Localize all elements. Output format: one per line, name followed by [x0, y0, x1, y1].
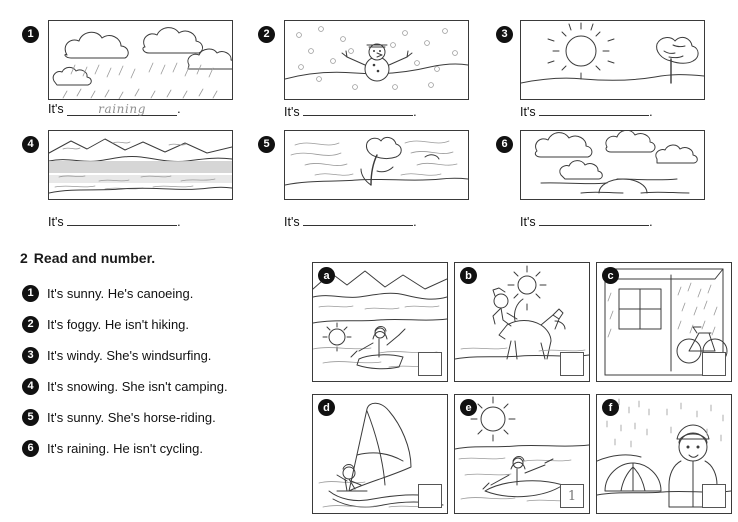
- answer-box-a[interactable]: [418, 352, 442, 376]
- list-item: [22, 278, 312, 309]
- sentence-number-badge: 1: [22, 285, 39, 302]
- answer-prefix-4: It's: [48, 215, 64, 229]
- picture-canoe-lake: [312, 262, 448, 382]
- answer-value-3[interactable]: [539, 102, 649, 116]
- answer-value-5[interactable]: [303, 212, 413, 226]
- answer-box-d[interactable]: [418, 484, 442, 508]
- picture-letter-badge: b: [460, 267, 477, 284]
- picture-rain-clouds: [48, 20, 233, 100]
- item-number-badge: 6: [496, 136, 513, 153]
- answer-box-f[interactable]: [702, 484, 726, 508]
- answer-value-2[interactable]: [303, 102, 413, 116]
- answer-prefix-3: It's: [520, 105, 536, 119]
- sentence-text: It's sunny. He's canoeing.: [47, 286, 194, 301]
- picture-rain-bicycle-shed: [596, 262, 732, 382]
- exercise-2-instruction: Read and number.: [33, 250, 156, 266]
- sentence-number-badge: 3: [22, 347, 39, 364]
- list-item: [22, 309, 312, 340]
- answer-box-b[interactable]: [560, 352, 584, 376]
- sentence-number-badge: 2: [22, 316, 39, 333]
- picture-windy-tree: [284, 130, 469, 200]
- picture-cloudy-sun: [520, 130, 705, 200]
- answer-value-6[interactable]: [539, 212, 649, 226]
- answer-line-2: It's .: [284, 102, 417, 119]
- picture-sun-windy-tree: [520, 20, 705, 100]
- answer-line-3: It's .: [520, 102, 653, 119]
- picture-kayak-sun: [454, 394, 590, 514]
- sentence-number-badge: 5: [22, 409, 39, 426]
- picture-letter-badge: e: [460, 399, 477, 416]
- item-number-badge: 5: [258, 136, 275, 153]
- sentence-number-badge: 6: [22, 440, 39, 457]
- sentence-text: It's windy. She's windsurfing.: [47, 348, 212, 363]
- item-number-badge: 4: [22, 136, 39, 153]
- picture-letter-badge: a: [318, 267, 335, 284]
- answer-line-5: It's .: [284, 212, 417, 229]
- answer-value-4[interactable]: [67, 212, 177, 226]
- picture-snow-camping: [596, 394, 732, 514]
- sentence-text: It's snowing. She isn't camping.: [47, 379, 228, 394]
- sentence-text: It's raining. He isn't cycling.: [47, 441, 203, 456]
- sentence-text: It's sunny. She's horse-riding.: [47, 410, 216, 425]
- answer-value-1[interactable]: raining: [67, 102, 177, 116]
- picture-grid: [312, 262, 732, 514]
- list-item: [22, 371, 312, 402]
- picture-snowman-snow: [284, 20, 469, 100]
- answer-box-c[interactable]: [702, 352, 726, 376]
- answer-line-4: It's .: [48, 212, 181, 229]
- sentence-text: It's foggy. He isn't hiking.: [47, 317, 190, 332]
- picture-letter-badge: d: [318, 399, 335, 416]
- item-number-badge: 1: [22, 26, 39, 43]
- answer-prefix-6: It's: [520, 215, 536, 229]
- sentence-number-badge: 4: [22, 378, 39, 395]
- list-item: [22, 433, 312, 464]
- list-item: [22, 340, 312, 371]
- sentence-list: [22, 278, 312, 464]
- picture-horse-riding: [454, 262, 590, 382]
- item-number-badge: 2: [258, 26, 275, 43]
- answer-prefix-2: It's: [284, 105, 300, 119]
- answer-line-6: It's .: [520, 212, 653, 229]
- picture-foggy-valley: [48, 130, 233, 200]
- picture-windsurfing: [312, 394, 448, 514]
- list-item: [22, 402, 312, 433]
- answer-prefix-5: It's: [284, 215, 300, 229]
- exercise-1: [0, 6, 738, 238]
- exercise-2-number: 2: [20, 250, 28, 266]
- answer-box-e[interactable]: 1: [560, 484, 584, 508]
- picture-letter-badge: c: [602, 267, 619, 284]
- answer-prefix-1: It's: [48, 102, 64, 116]
- item-number-badge: 3: [496, 26, 513, 43]
- answer-line-1: It's raining .: [48, 102, 181, 116]
- exercise-2-title: [20, 250, 155, 266]
- picture-letter-badge: f: [602, 399, 619, 416]
